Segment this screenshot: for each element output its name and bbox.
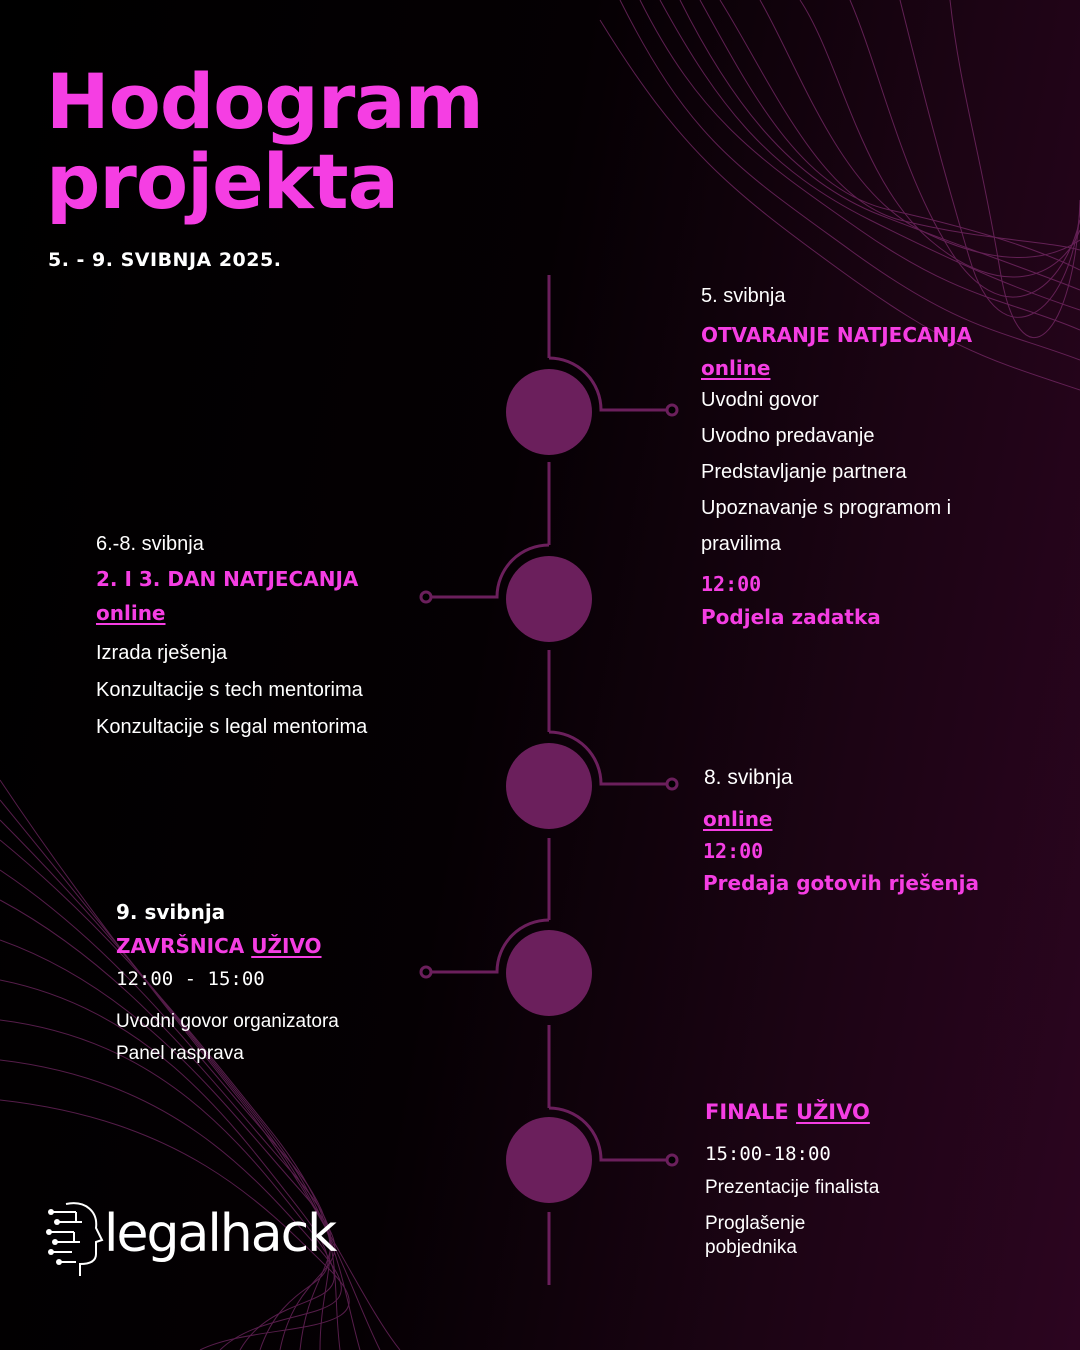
event2-item: Konzultacije s tech mentorima (96, 679, 363, 701)
event4-time: 12:00 - 15:00 (116, 968, 265, 990)
event5-title (705, 1100, 870, 1124)
title-line-2: projekta (46, 137, 398, 226)
timeline-node-4 (506, 930, 592, 1016)
event2-item: Konzultacije s legal mentorima (96, 716, 368, 738)
event2-title: 2. I 3. DAN NATJECANJA (96, 567, 359, 591)
event1-date: 5. svibnja (701, 285, 786, 307)
event5-item: Proglašenje (705, 1213, 806, 1234)
logo-text: legalhack (104, 1204, 336, 1264)
connector-dot (667, 405, 677, 415)
page-title (46, 57, 483, 226)
event3-date: 8. svibnja (704, 766, 793, 789)
timeline-node-3 (506, 743, 592, 829)
event1-highlight: Podjela zadatka (701, 605, 881, 629)
event2-item: Izrada rješenja (96, 642, 228, 664)
connector-dot (667, 779, 677, 789)
event5-title-live: UŽIVO (796, 1100, 870, 1124)
event1-item: Predstavljanje partnera (701, 461, 907, 483)
event1-item: Upoznavanje s programom i (701, 497, 952, 519)
event3-mode: online (703, 807, 773, 831)
event4-item: Uvodni govor organizatora (116, 1011, 339, 1032)
event1-time: 12:00 (701, 572, 762, 596)
event-dates: 5. - 9. SVIBNJA 2025. (48, 249, 282, 271)
title-line-1: Hodogram (46, 57, 483, 146)
event3-highlight: Predaja gotovih rješenja (703, 871, 980, 895)
event2-date: 6.-8. svibnja (96, 533, 204, 555)
event1-mode: online (701, 356, 771, 380)
event4-title-live: UŽIVO (251, 934, 322, 958)
connector-dot (421, 592, 431, 602)
event5-item: Prezentacije finalista (705, 1177, 880, 1198)
event4-title-prefix: ZAVRŠNICA (116, 934, 245, 958)
event4-item: Panel rasprava (116, 1043, 244, 1064)
event4-title (116, 934, 322, 958)
event3-time: 12:00 (703, 839, 764, 863)
event4-date: 9. svibnja (116, 900, 226, 924)
event1-title: OTVARANJE NATJECANJA (701, 323, 973, 347)
circuit-head-icon (46, 1198, 106, 1278)
event5-title-prefix: FINALE (705, 1100, 789, 1124)
event1-item: Uvodno predavanje (701, 425, 875, 447)
event1-item: pravilima (701, 533, 782, 555)
connector-dot (421, 967, 431, 977)
event2-mode: online (96, 601, 166, 625)
timeline-node-5 (506, 1117, 592, 1203)
timeline-node-2 (506, 556, 592, 642)
legalhack-logo (46, 1198, 336, 1288)
timeline-node-1 (506, 369, 592, 455)
event1-item: Uvodni govor (701, 389, 819, 411)
event5-item: pobjednika (705, 1237, 797, 1258)
event5-time: 15:00-18:00 (705, 1143, 831, 1165)
connector-dot (667, 1155, 677, 1165)
